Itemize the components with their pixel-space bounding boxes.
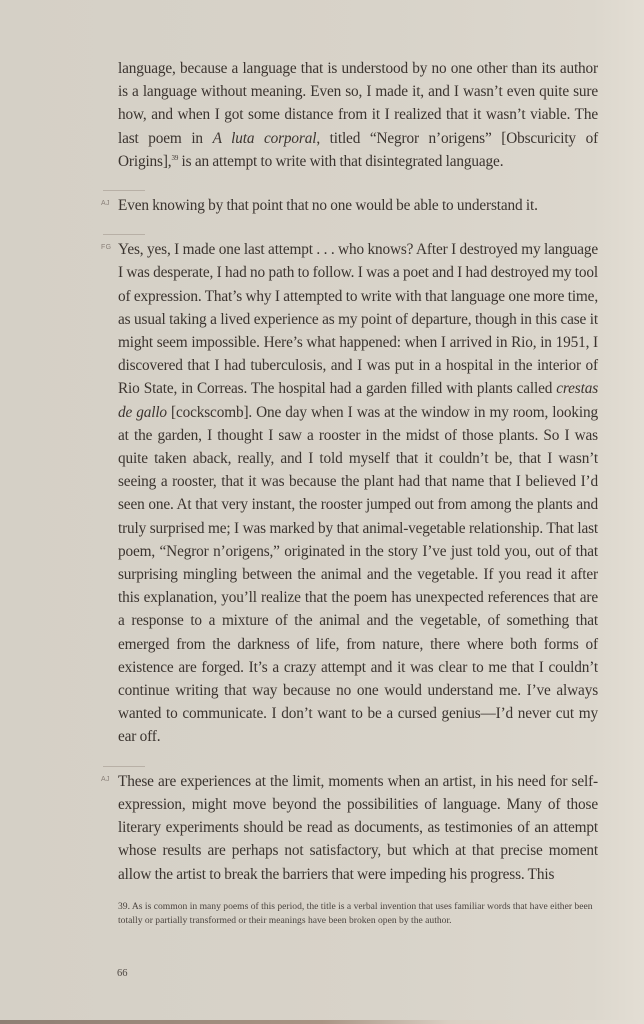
speaker-label: AJ bbox=[101, 200, 110, 208]
text-segment: is an attempt to write with that disintegrated language. bbox=[178, 152, 504, 170]
text-segment: , titled “Negror n’origens” [Obscuricity of Origins], bbox=[118, 129, 599, 170]
speaker-label: AJ bbox=[101, 775, 110, 783]
text-segment: Yes, yes, I made one last attempt . . . who knows? After I destroyed my language I was desperate, I had no path to follow. I was a poet and I had destroyed my tool of expression. That’s why I attempted to write with that language one more time, as usual taking a lived experience as my point of departure, though in this case it might seem impossible. Here’s what happened: when I arrived in Rio, in 1951, I discovered that I had tuberculosis, and I was put in a hospital in the interior of Rio State, in Correas. The hospital had a garden filled with plants called bbox=[118, 241, 598, 398]
footnote bbox=[118, 900, 598, 928]
text-segment: language, because a language that is understood by no one other than its author is a language without meaning. Even so, I made it, and I wasn’t even quite sure how, and when I got some distance from it I realized that it wasn’t viable. The last poem in bbox=[118, 60, 598, 147]
speaker-label: FG bbox=[101, 244, 112, 252]
page-bottom-edge bbox=[0, 1020, 644, 1024]
speaker-rule bbox=[103, 234, 145, 235]
paragraph-text: Even knowing by that point that no one would be able to understand it. bbox=[118, 197, 538, 215]
paragraph-continuation bbox=[118, 57, 598, 173]
paragraph-text bbox=[118, 238, 598, 748]
dialogue-turn-aj bbox=[101, 194, 598, 217]
footnote-reference[interactable]: 39 bbox=[171, 153, 179, 162]
dialogue-turn-fg bbox=[101, 238, 598, 748]
plant-name-italic: crestas de gallo bbox=[118, 380, 598, 421]
footnote-text: As is common in many poems of this period, the title is a verbal invention that uses familiar words that have either been totally or partially transformed or their meanings have been broken open by the author. bbox=[118, 901, 593, 926]
paragraph-text bbox=[118, 57, 598, 173]
dialogue-turn-aj bbox=[101, 770, 598, 886]
speaker-rule bbox=[103, 766, 145, 767]
book-title-italic: A luta corporal bbox=[212, 129, 317, 147]
speaker-rule bbox=[103, 190, 145, 191]
text-segment: [cockscomb]. One day when I was at the window in my room, looking at the garden, I thought I saw a rooster in the midst of those plants. So I was quite taken aback, really, and I told myself that it couldn’t be, that I wasn’t seeing a rooster, that it was because the plant had that name that I believed I’d seen one. At that very instant, the rooster jumped out from among the plants and truly surprised me; I was marked by that animal-vegetable relationship. That last poem, “Negror n’origens,” originated in the story I’ve just told you, out of that surprising mingling between the animal and the vegetable. If you read it after this explanation, you’ll realize that the poem has unexpected references that are a response to a mixture of the animal and the vegetable, of something that emerged from the darkness of life, from nature, there where both forms of existence are forged. It’s a crazy attempt and it was clear to me that I couldn’t continue writing that way because no one would understand me. I’ve always wanted to communicate. I don’t want to be a cursed genius—I’d never cut my ear off. bbox=[118, 403, 598, 746]
body-text bbox=[101, 57, 599, 886]
page-number: 66 bbox=[117, 968, 128, 979]
footnote-number: 39. bbox=[118, 901, 130, 912]
paragraph-text: These are experiences at the limit, moments when an artist, in his need for self-expression, might move beyond the possibilities of language. Many of those literary experiments should be read as documents, as testimonies of an attempt whose results are perhaps not satisfactory, but which at that precise moment allow the artist to break the barriers that were impeding his progress. This bbox=[118, 772, 598, 883]
